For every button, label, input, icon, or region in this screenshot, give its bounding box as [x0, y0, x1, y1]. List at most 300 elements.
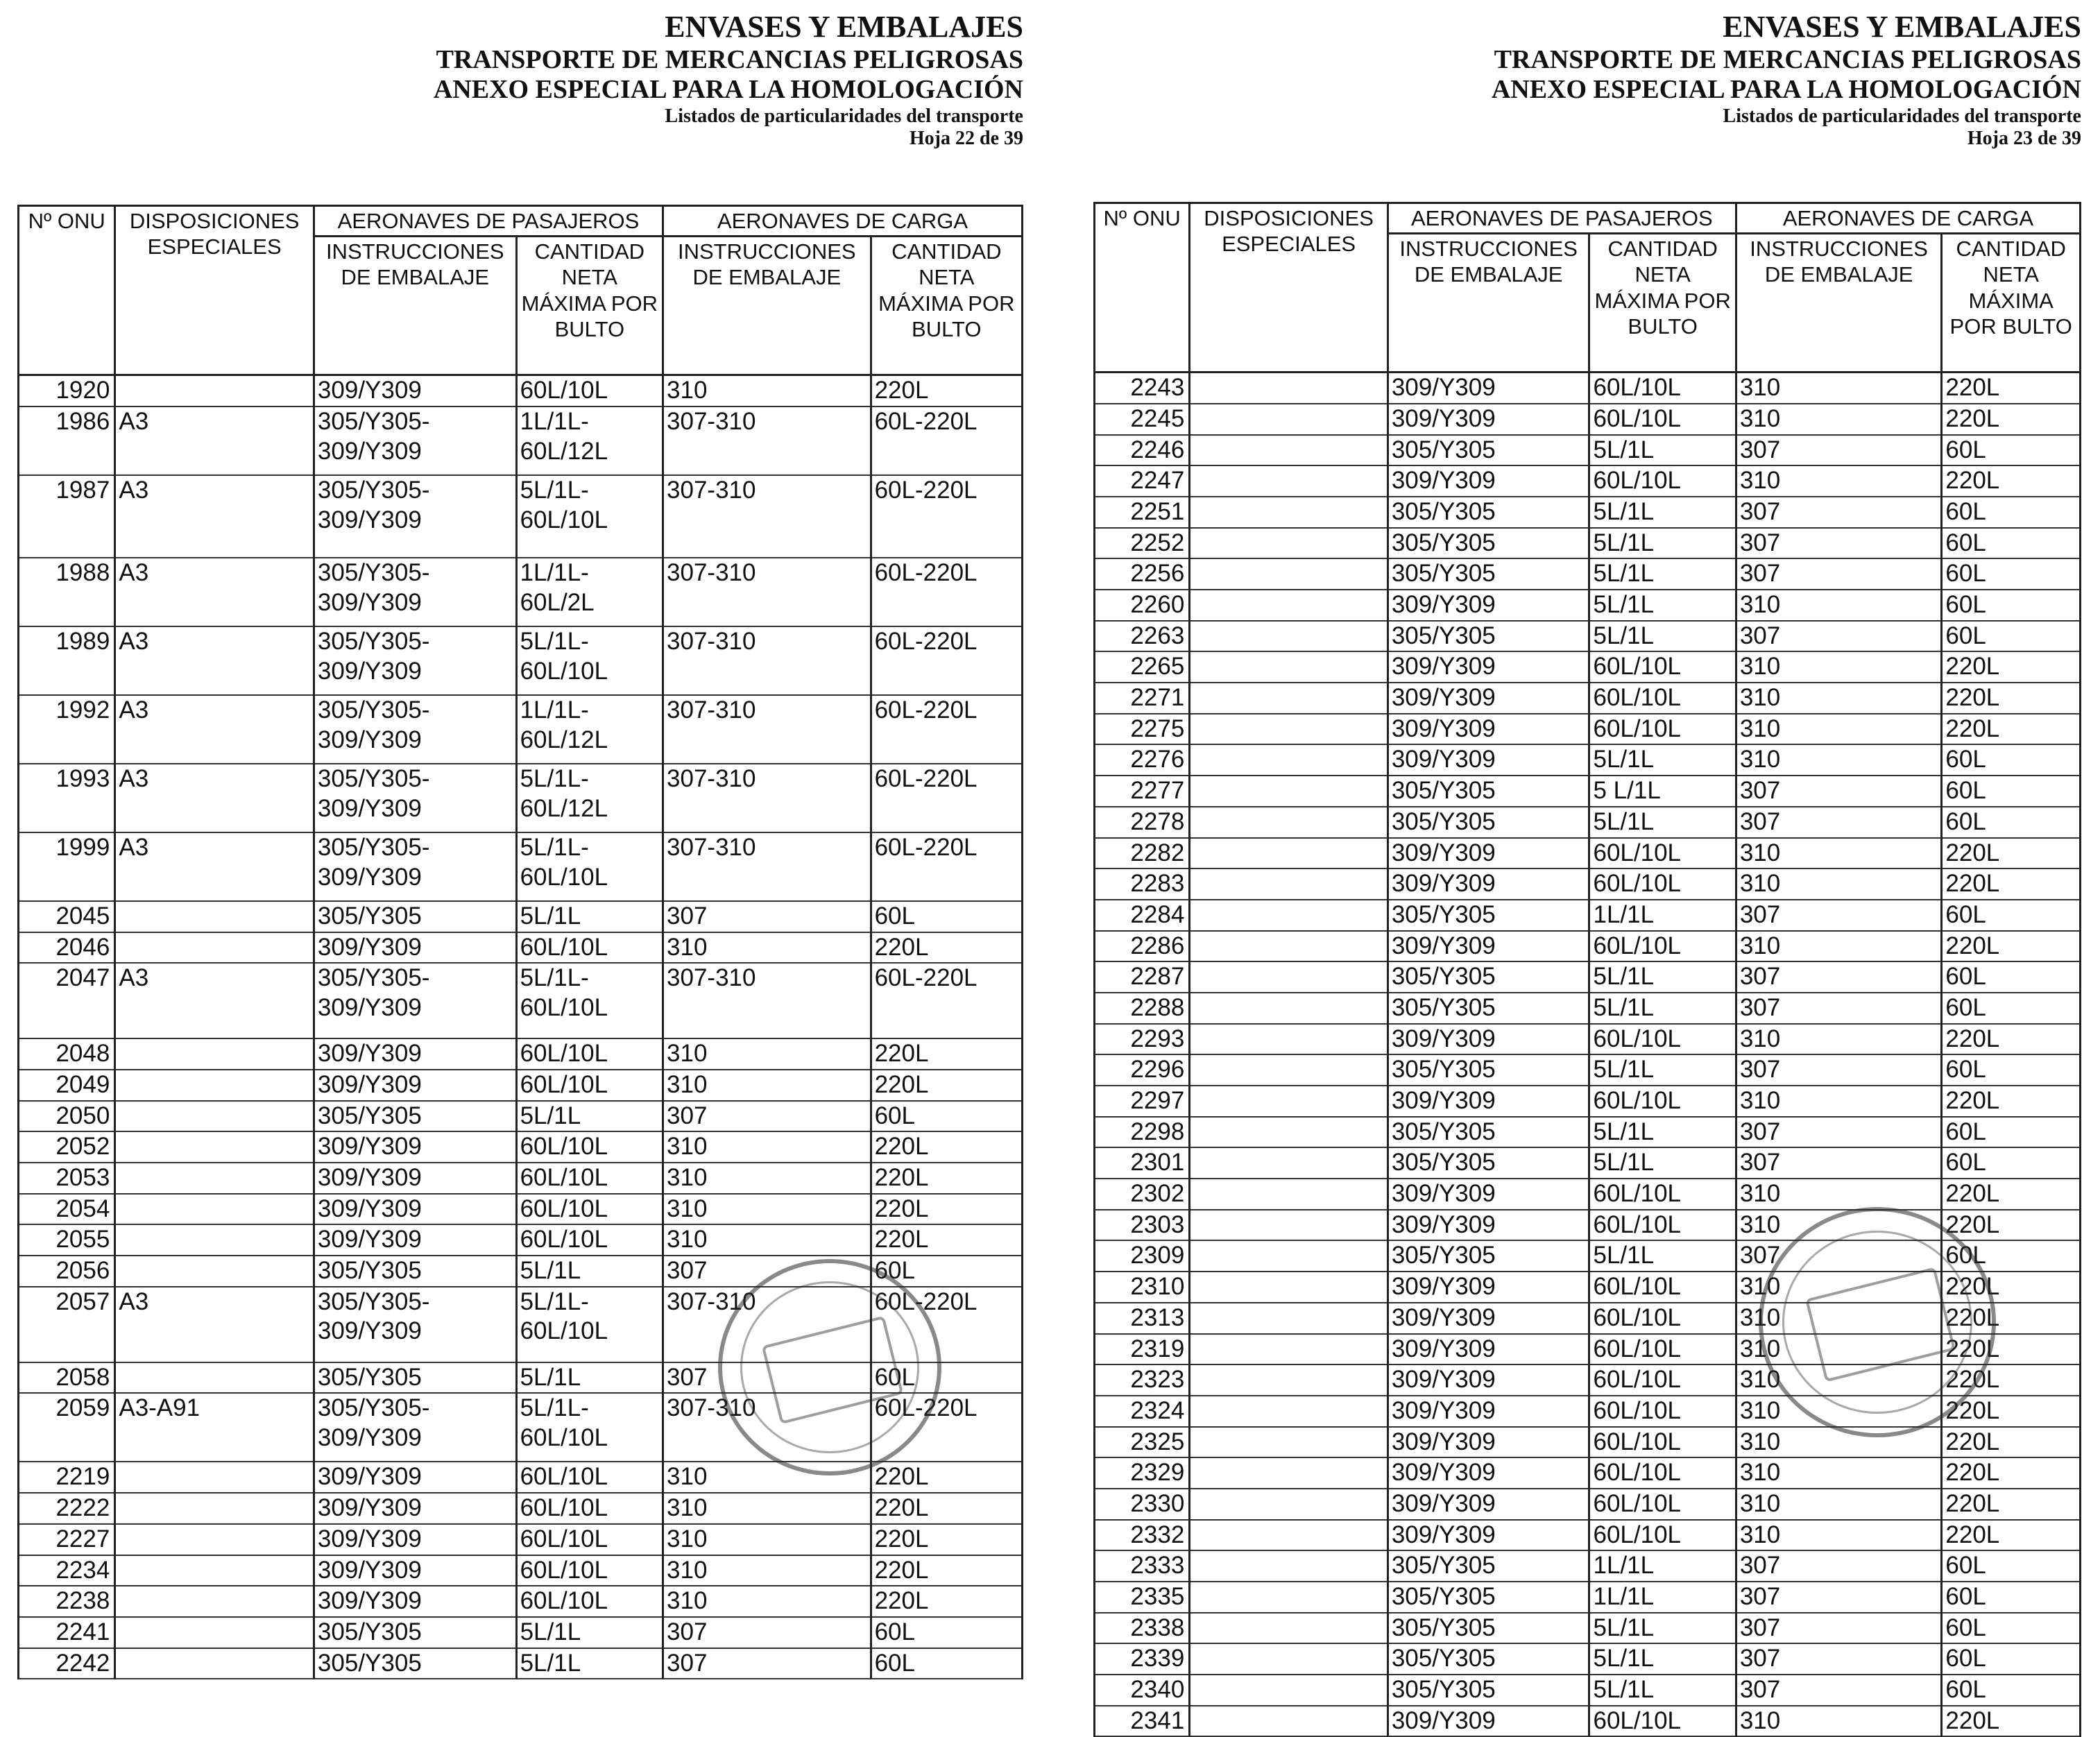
carga-cantidad-cell: 60L: [1942, 1147, 2081, 1179]
carga-instrucciones-cell: 310: [1736, 1272, 1942, 1303]
pasajeros-instrucciones-cell: 309/Y309: [1388, 1427, 1589, 1458]
onu-cell: 1986: [19, 407, 115, 475]
pasajeros-instrucciones-cell: 305/Y305: [1388, 621, 1589, 652]
disposiciones-cell: [1190, 1706, 1388, 1737]
carga-cantidad-cell: 220L: [1942, 1396, 2081, 1427]
disposiciones-cell: [115, 1194, 314, 1225]
disposiciones-cell: [1190, 838, 1388, 869]
pasajeros-instrucciones-cell: 305/Y305- 309/Y309: [314, 695, 516, 764]
pasajeros-instrucciones-cell: 305/Y305: [1388, 1582, 1589, 1613]
table-row: [1095, 961, 2081, 993]
disposiciones-cell: [1190, 404, 1388, 435]
table-row: [1095, 807, 2081, 838]
carga-cantidad-cell: 220L: [1942, 1457, 2081, 1489]
table-row: [19, 1493, 1023, 1524]
table-row: [1095, 1520, 2081, 1551]
disposiciones-cell: [1190, 1054, 1388, 1086]
onu-cell: 2329: [1095, 1457, 1190, 1489]
table-row: [1095, 1147, 2081, 1179]
doc-subtitle: TRANSPORTE DE MERCANCIAS PELIGROSAS: [1494, 44, 2081, 74]
onu-cell: 2245: [1095, 404, 1190, 435]
disposiciones-cell: [1190, 1117, 1388, 1148]
pasajeros-cantidad-cell: 5L/1L: [516, 1256, 663, 1287]
disposiciones-cell: [1190, 993, 1388, 1024]
disposiciones-cell: [1190, 1272, 1388, 1303]
carga-instrucciones-cell: 307: [1736, 558, 1942, 590]
carga-instrucciones-cell: 310: [1736, 1427, 1942, 1458]
table-row: [19, 1070, 1023, 1101]
onu-cell: 2241: [19, 1617, 115, 1648]
table-row: [1095, 1334, 2081, 1365]
onu-cell: 2256: [1095, 558, 1190, 590]
pasajeros-cantidad-cell: 60L/10L: [1589, 1179, 1736, 1210]
carga-cantidad-cell: 220L: [1942, 465, 2081, 497]
col-header-instrucciones: INSTRUCCIONES DE EMBALAJE: [1388, 234, 1589, 373]
pasajeros-cantidad-cell: 5L/1L: [1589, 621, 1736, 652]
carga-instrucciones-cell: 310: [1736, 651, 1942, 683]
table-row: [19, 764, 1023, 832]
table-row: [1095, 714, 2081, 745]
carga-instrucciones-cell: 310: [1736, 1457, 1942, 1489]
disposiciones-cell: [1190, 1303, 1388, 1334]
onu-cell: 2275: [1095, 714, 1190, 745]
disposiciones-cell: [1190, 1334, 1388, 1365]
table-row: [1095, 1303, 2081, 1334]
onu-cell: 2335: [1095, 1582, 1190, 1613]
table-row: [1095, 621, 2081, 652]
pasajeros-cantidad-cell: 60L/10L: [1589, 651, 1736, 683]
pasajeros-instrucciones-cell: 305/Y305: [1388, 993, 1589, 1024]
carga-cantidad-cell: 60L: [1942, 993, 2081, 1024]
pasajeros-instrucciones-cell: 305/Y305- 309/Y309: [314, 407, 516, 475]
disposiciones-cell: [115, 932, 314, 964]
pasajeros-cantidad-cell: 1L/1L- 60L/12L: [516, 695, 663, 764]
table-row: [1095, 744, 2081, 776]
carga-instrucciones-cell: 310: [1736, 868, 1942, 900]
carga-instrucciones-cell: 307-310: [663, 832, 871, 901]
onu-cell: 2324: [1095, 1396, 1190, 1427]
onu-cell: 2309: [1095, 1240, 1190, 1272]
disposiciones-cell: [115, 1070, 314, 1101]
table-row: [1095, 1675, 2081, 1706]
onu-cell: 1988: [19, 558, 115, 626]
onu-cell: 2260: [1095, 590, 1190, 621]
page-header: [17, 10, 1023, 150]
disposiciones-cell: [1190, 1024, 1388, 1055]
disposiciones-cell: [115, 1362, 314, 1394]
pasajeros-instrucciones-cell: 309/Y309: [1388, 744, 1589, 776]
pasajeros-cantidad-cell: 1L/1L: [1589, 900, 1736, 931]
table-row: [19, 1462, 1023, 1493]
pasajeros-instrucciones-cell: 305/Y305: [314, 1617, 516, 1648]
pasajeros-instrucciones-cell: 305/Y305: [1388, 1240, 1589, 1272]
pasajeros-instrucciones-cell: 309/Y309: [1388, 1303, 1589, 1334]
disposiciones-cell: [115, 1131, 314, 1163]
disposiciones-cell: [1190, 1179, 1388, 1210]
onu-cell: 2283: [1095, 868, 1190, 900]
table-row: [1095, 1086, 2081, 1117]
pasajeros-instrucciones-cell: 309/Y309: [314, 1194, 516, 1225]
carga-instrucciones-cell: 310: [1736, 1210, 1942, 1241]
pasajeros-cantidad-cell: 60L/10L: [1589, 1086, 1736, 1117]
carga-cantidad-cell: 220L: [871, 932, 1022, 964]
pasajeros-cantidad-cell: 5L/1L- 60L/10L: [516, 475, 663, 558]
pasajeros-instrucciones-cell: 309/Y309: [1388, 590, 1589, 621]
carga-cantidad-cell: 220L: [871, 1555, 1022, 1586]
table-row: [1095, 1240, 2081, 1272]
col-header-cantidad: CANTIDAD NETA MÁXIMA POR BULTO: [1942, 234, 2081, 373]
disposiciones-cell: [115, 1462, 314, 1493]
carga-instrucciones-cell: 310: [663, 1038, 871, 1070]
pasajeros-cantidad-cell: 60L/10L: [1589, 931, 1736, 962]
carga-instrucciones-cell: 307: [1736, 1675, 1942, 1706]
onu-cell: 2303: [1095, 1210, 1190, 1241]
pasajeros-instrucciones-cell: 305/Y305: [1388, 1550, 1589, 1582]
carga-instrucciones-cell: 310: [663, 1131, 871, 1163]
onu-cell: 2330: [1095, 1489, 1190, 1520]
col-header-disposiciones: DISPOSICIONES ESPECIALES: [1190, 203, 1388, 373]
table-row: [1095, 1272, 2081, 1303]
disposiciones-cell: [1190, 558, 1388, 590]
disposiciones-cell: [1190, 1210, 1388, 1241]
carga-cantidad-cell: 60L-220L: [871, 764, 1022, 832]
carga-instrucciones-cell: 310: [663, 1194, 871, 1225]
disposiciones-cell: A3: [115, 963, 314, 1038]
disposiciones-cell: [1190, 714, 1388, 745]
pasajeros-instrucciones-cell: 309/Y309: [314, 1070, 516, 1101]
carga-instrucciones-cell: 310: [1736, 1520, 1942, 1551]
carga-instrucciones-cell: 307: [663, 1101, 871, 1132]
disposiciones-cell: A3: [115, 626, 314, 695]
doc-title: ENVASES Y EMBALAJES: [665, 10, 1023, 44]
carga-cantidad-cell: 60L-220L: [871, 626, 1022, 695]
carga-cantidad-cell: 60L: [1942, 1643, 2081, 1675]
pasajeros-cantidad-cell: 5L/1L: [1589, 1675, 1736, 1706]
onu-cell: 2293: [1095, 1024, 1190, 1055]
carga-instrucciones-cell: 310: [1736, 683, 1942, 714]
pasajeros-instrucciones-cell: 305/Y305- 309/Y309: [314, 963, 516, 1038]
pasajeros-cantidad-cell: 5L/1L: [1589, 744, 1736, 776]
pasajeros-instrucciones-cell: 305/Y305: [1388, 1613, 1589, 1644]
carga-cantidad-cell: 60L-220L: [871, 832, 1022, 901]
disposiciones-cell: [1190, 435, 1388, 466]
table-row: [19, 375, 1023, 407]
doc-annex: ANEXO ESPECIAL PARA LA HOMOLOGACIÓN: [433, 75, 1023, 105]
carga-instrucciones-cell: 310: [1736, 838, 1942, 869]
onu-cell: 2282: [1095, 838, 1190, 869]
col-header-carga: AERONAVES DE CARGA: [663, 206, 1023, 237]
onu-cell: 2049: [19, 1070, 115, 1101]
disposiciones-cell: [1190, 1364, 1388, 1396]
disposiciones-cell: [1190, 621, 1388, 652]
onu-cell: 2286: [1095, 931, 1190, 962]
pasajeros-instrucciones-cell: 305/Y305: [1388, 807, 1589, 838]
transport-table: [1093, 202, 2081, 1737]
onu-cell: 2050: [19, 1101, 115, 1132]
carga-instrucciones-cell: 310: [663, 1070, 871, 1101]
pasajeros-instrucciones-cell: 305/Y305: [1388, 497, 1589, 528]
onu-cell: 2219: [19, 1462, 115, 1493]
pasajeros-cantidad-cell: 5L/1L: [1589, 1613, 1736, 1644]
pasajeros-instrucciones-cell: 309/Y309: [1388, 683, 1589, 714]
pasajeros-instrucciones-cell: 305/Y305: [1388, 528, 1589, 559]
table-row: [1095, 1489, 2081, 1520]
carga-instrucciones-cell: 307: [1736, 435, 1942, 466]
pasajeros-instrucciones-cell: 309/Y309: [1388, 1706, 1589, 1737]
carga-instrucciones-cell: 307: [1736, 1550, 1942, 1582]
sheet-number: Hoja 22 de 39: [909, 128, 1023, 150]
carga-instrucciones-cell: 307-310: [663, 963, 871, 1038]
pasajeros-cantidad-cell: 5L/1L: [1589, 497, 1736, 528]
carga-cantidad-cell: 60L: [871, 1362, 1022, 1394]
pasajeros-cantidad-cell: 1L/1L: [1589, 1582, 1736, 1613]
onu-cell: 2243: [1095, 373, 1190, 404]
table-row: [1095, 465, 2081, 497]
disposiciones-cell: [1190, 528, 1388, 559]
carga-instrucciones-cell: 307-310: [663, 1393, 871, 1462]
carga-cantidad-cell: 60L-220L: [871, 1287, 1022, 1362]
pasajeros-cantidad-cell: 60L/10L: [1589, 1427, 1736, 1458]
table-row: [1095, 497, 2081, 528]
disposiciones-cell: [115, 1038, 314, 1070]
carga-instrucciones-cell: 310: [1736, 465, 1942, 497]
pasajeros-instrucciones-cell: 305/Y305: [314, 901, 516, 932]
carga-cantidad-cell: 220L: [1942, 1086, 2081, 1117]
page-right: [1089, 0, 2081, 1734]
pasajeros-instrucciones-cell: 309/Y309: [1388, 1024, 1589, 1055]
pasajeros-cantidad-cell: 5L/1L: [516, 1362, 663, 1394]
table-row: [1095, 1457, 2081, 1489]
carga-instrucciones-cell: 310: [1736, 1024, 1942, 1055]
pasajeros-cantidad-cell: 1L/1L- 60L/2L: [516, 558, 663, 626]
onu-cell: 2313: [1095, 1303, 1190, 1334]
table-body: [19, 375, 1023, 1679]
pasajeros-cantidad-cell: 5L/1L- 60L/10L: [516, 626, 663, 695]
carga-instrucciones-cell: 310: [1736, 1086, 1942, 1117]
onu-cell: 2227: [19, 1524, 115, 1555]
onu-cell: 2301: [1095, 1147, 1190, 1179]
carga-instrucciones-cell: 307: [663, 1648, 871, 1679]
carga-cantidad-cell: 60L: [1942, 435, 2081, 466]
doc-subtitle: TRANSPORTE DE MERCANCIAS PELIGROSAS: [436, 44, 1023, 74]
disposiciones-cell: [115, 1648, 314, 1679]
pasajeros-instrucciones-cell: 305/Y305: [314, 1362, 516, 1394]
onu-cell: 2048: [19, 1038, 115, 1070]
onu-cell: 2238: [19, 1586, 115, 1617]
carga-instrucciones-cell: 307: [1736, 900, 1942, 931]
carga-instrucciones-cell: 310: [663, 375, 871, 407]
onu-cell: 2057: [19, 1287, 115, 1362]
disposiciones-cell: [115, 1493, 314, 1524]
table-row: [19, 832, 1023, 901]
carga-instrucciones-cell: 310: [663, 1555, 871, 1586]
pasajeros-cantidad-cell: 5L/1L: [516, 1648, 663, 1679]
pasajeros-instrucciones-cell: 305/Y305: [1388, 1643, 1589, 1675]
carga-instrucciones-cell: 307: [1736, 807, 1942, 838]
pasajeros-cantidad-cell: 60L/10L: [1589, 1396, 1736, 1427]
disposiciones-cell: [1190, 1240, 1388, 1272]
table-row: [19, 963, 1023, 1038]
onu-cell: 2288: [1095, 993, 1190, 1024]
col-header-pasajeros: AERONAVES DE PASAJEROS: [314, 206, 663, 237]
carga-instrucciones-cell: 310: [663, 1493, 871, 1524]
pasajeros-instrucciones-cell: 305/Y305- 309/Y309: [314, 1287, 516, 1362]
onu-cell: 2251: [1095, 497, 1190, 528]
pasajeros-instrucciones-cell: 305/Y305- 309/Y309: [314, 832, 516, 901]
carga-instrucciones-cell: 310: [1736, 1489, 1942, 1520]
onu-cell: 2341: [1095, 1706, 1190, 1737]
pasajeros-instrucciones-cell: 309/Y309: [1388, 373, 1589, 404]
col-header-pasajeros: AERONAVES DE PASAJEROS: [1388, 203, 1736, 234]
doc-section: Listados de particularidades del transporte: [1723, 105, 2081, 127]
onu-cell: 2234: [19, 1555, 115, 1586]
pasajeros-cantidad-cell: 60L/10L: [516, 932, 663, 964]
onu-cell: 2052: [19, 1131, 115, 1163]
col-header-cantidad: CANTIDAD NETA MÁXIMA POR BULTO: [516, 237, 663, 375]
pasajeros-cantidad-cell: 5L/1L: [1589, 1643, 1736, 1675]
carga-cantidad-cell: 60L: [871, 1648, 1022, 1679]
carga-cantidad-cell: 220L: [1942, 1334, 2081, 1365]
pasajeros-cantidad-cell: 60L/10L: [1589, 1457, 1736, 1489]
pasajeros-cantidad-cell: 60L/10L: [1589, 838, 1736, 869]
pasajeros-instrucciones-cell: 309/Y309: [314, 1163, 516, 1194]
table-row: [1095, 1706, 2081, 1737]
sheet-number: Hoja 23 de 39: [1967, 128, 2081, 150]
pasajeros-instrucciones-cell: 309/Y309: [1388, 838, 1589, 869]
table-row: [1095, 1024, 2081, 1055]
table-row: [1095, 1179, 2081, 1210]
table-row: [19, 1524, 1023, 1555]
carga-cantidad-cell: 220L: [1942, 1427, 2081, 1458]
carga-cantidad-cell: 220L: [1942, 404, 2081, 435]
carga-instrucciones-cell: 307: [1736, 1240, 1942, 1272]
carga-instrucciones-cell: 310: [1736, 590, 1942, 621]
carga-cantidad-cell: 220L: [1942, 651, 2081, 683]
col-header-cantidad: CANTIDAD NETA MÁXIMA POR BULTO: [871, 237, 1022, 375]
table-row: [1095, 1582, 2081, 1613]
carga-cantidad-cell: 220L: [1942, 1520, 2081, 1551]
carga-cantidad-cell: 220L: [1942, 1489, 2081, 1520]
col-header-onu: Nº ONU: [1095, 203, 1190, 373]
carga-instrucciones-cell: 307: [663, 1617, 871, 1648]
onu-cell: 1993: [19, 764, 115, 832]
onu-cell: 2278: [1095, 807, 1190, 838]
carga-cantidad-cell: 220L: [871, 1493, 1022, 1524]
table-row: [19, 695, 1023, 764]
onu-cell: 2222: [19, 1493, 115, 1524]
disposiciones-cell: [1190, 373, 1388, 404]
doc-title: ENVASES Y EMBALAJES: [1723, 10, 2081, 44]
pasajeros-cantidad-cell: 60L/10L: [516, 1131, 663, 1163]
pasajeros-instrucciones-cell: 305/Y305: [314, 1648, 516, 1679]
table-row: [1095, 558, 2081, 590]
carga-cantidad-cell: 220L: [871, 1038, 1022, 1070]
disposiciones-cell: [1190, 497, 1388, 528]
disposiciones-cell: [1190, 1675, 1388, 1706]
pasajeros-instrucciones-cell: 305/Y305: [314, 1101, 516, 1132]
table-row: [19, 1648, 1023, 1679]
table-row: [19, 1038, 1023, 1070]
carga-cantidad-cell: 220L: [871, 1163, 1022, 1194]
pasajeros-instrucciones-cell: 305/Y305- 309/Y309: [314, 1393, 516, 1462]
pasajeros-instrucciones-cell: 309/Y309: [1388, 1334, 1589, 1365]
pasajeros-instrucciones-cell: 309/Y309: [1388, 931, 1589, 962]
carga-cantidad-cell: 60L: [1942, 1550, 2081, 1582]
table-row: [1095, 931, 2081, 962]
carga-cantidad-cell: 60L: [1942, 590, 2081, 621]
carga-cantidad-cell: 60L-220L: [871, 558, 1022, 626]
pasajeros-cantidad-cell: 60L/10L: [1589, 1520, 1736, 1551]
carga-instrucciones-cell: 307: [663, 1256, 871, 1287]
onu-cell: 2046: [19, 932, 115, 964]
carga-cantidad-cell: 60L: [1942, 1240, 2081, 1272]
carga-instrucciones-cell: 307: [1736, 528, 1942, 559]
carga-instrucciones-cell: 310: [663, 1224, 871, 1256]
pasajeros-cantidad-cell: 60L/10L: [1589, 1489, 1736, 1520]
disposiciones-cell: A3: [115, 832, 314, 901]
pasajeros-cantidad-cell: 60L/10L: [516, 1493, 663, 1524]
carga-instrucciones-cell: 307: [1736, 1582, 1942, 1613]
pasajeros-cantidad-cell: 5L/1L: [1589, 558, 1736, 590]
carga-instrucciones-cell: 310: [1736, 1334, 1942, 1365]
pasajeros-instrucciones-cell: 309/Y309: [1388, 1396, 1589, 1427]
carga-instrucciones-cell: 307: [1736, 961, 1942, 993]
disposiciones-cell: [115, 1256, 314, 1287]
carga-cantidad-cell: 60L-220L: [871, 407, 1022, 475]
carga-cantidad-cell: 60L-220L: [871, 695, 1022, 764]
carga-cantidad-cell: 60L: [1942, 1675, 2081, 1706]
carga-cantidad-cell: 220L: [871, 1070, 1022, 1101]
carga-cantidad-cell: 220L: [1942, 1179, 2081, 1210]
carga-instrucciones-cell: 310: [663, 1462, 871, 1493]
disposiciones-cell: [1190, 1550, 1388, 1582]
table-row: [19, 407, 1023, 475]
onu-cell: 2271: [1095, 683, 1190, 714]
onu-cell: 2319: [1095, 1334, 1190, 1365]
pasajeros-cantidad-cell: 60L/10L: [516, 1524, 663, 1555]
table-row: [19, 1287, 1023, 1362]
carga-instrucciones-cell: 310: [1736, 1303, 1942, 1334]
col-header-instrucciones: INSTRUCCIONES DE EMBALAJE: [1736, 234, 1942, 373]
carga-cantidad-cell: 60L-220L: [871, 1393, 1022, 1462]
pasajeros-instrucciones-cell: 309/Y309: [1388, 1179, 1589, 1210]
disposiciones-cell: [115, 1555, 314, 1586]
carga-cantidad-cell: 60L: [871, 1256, 1022, 1287]
pasajeros-cantidad-cell: 60L/10L: [1589, 683, 1736, 714]
table-row: [1095, 1550, 2081, 1582]
carga-instrucciones-cell: 307-310: [663, 764, 871, 832]
disposiciones-cell: [1190, 1613, 1388, 1644]
onu-cell: 2287: [1095, 961, 1190, 993]
carga-cantidad-cell: 220L: [871, 1462, 1022, 1493]
pasajeros-instrucciones-cell: 309/Y309: [1388, 1457, 1589, 1489]
table-row: [19, 1163, 1023, 1194]
disposiciones-cell: [1190, 807, 1388, 838]
carga-cantidad-cell: 220L: [1942, 373, 2081, 404]
carga-cantidad-cell: 60L: [1942, 1613, 2081, 1644]
pasajeros-cantidad-cell: 5L/1L- 60L/10L: [516, 963, 663, 1038]
table-row: [1095, 373, 2081, 404]
pasajeros-instrucciones-cell: 305/Y305- 309/Y309: [314, 558, 516, 626]
table-row: [1095, 1396, 2081, 1427]
transport-table: [17, 205, 1023, 1679]
table-row: [19, 558, 1023, 626]
pasajeros-instrucciones-cell: 309/Y309: [314, 1131, 516, 1163]
pasajeros-cantidad-cell: 60L/10L: [1589, 1706, 1736, 1737]
pasajeros-instrucciones-cell: 305/Y305- 309/Y309: [314, 626, 516, 695]
disposiciones-cell: A3: [115, 1287, 314, 1362]
carga-cantidad-cell: 60L: [1942, 558, 2081, 590]
